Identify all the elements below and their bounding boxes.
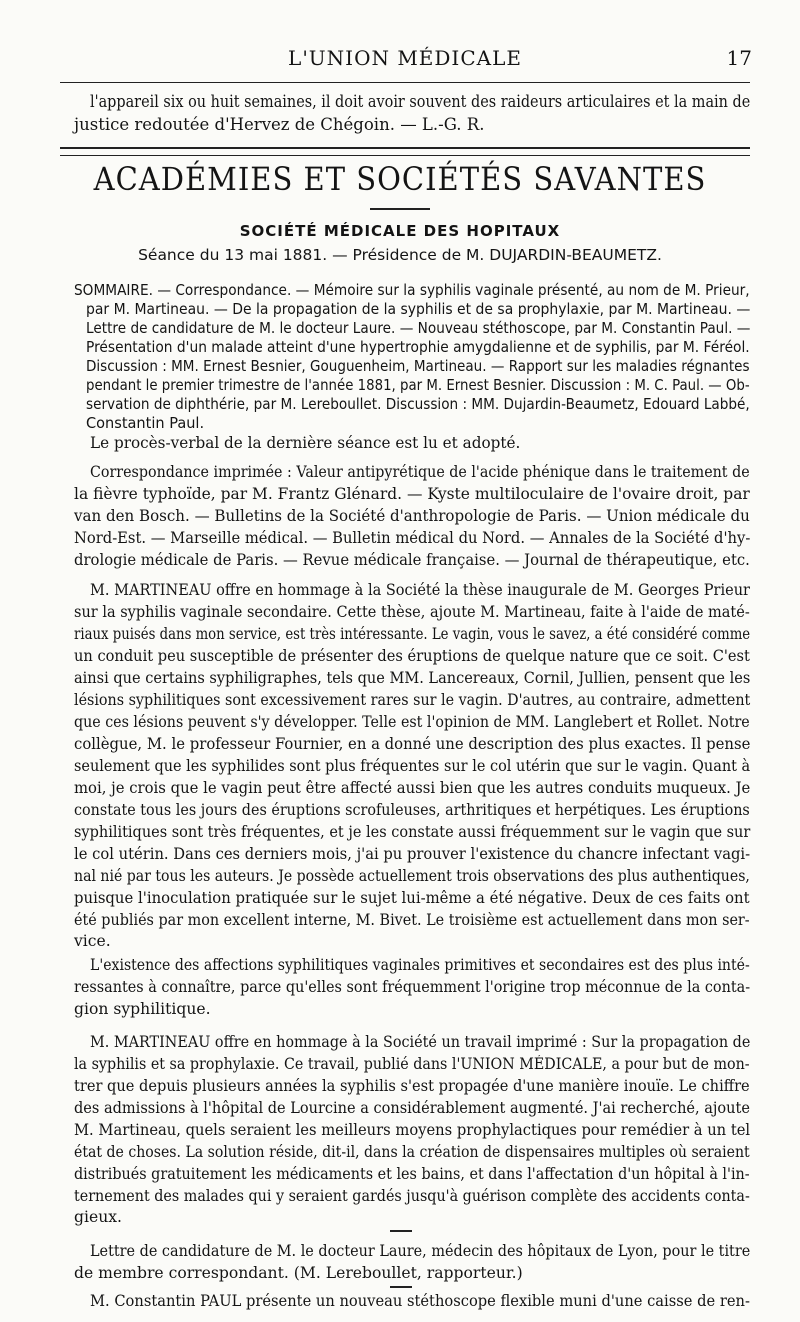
sommaire-line: pendant le premier trimestre de l'année 1881, par M. Ernest Besnier. Discussion : M. C. Paul. — Ob- [86, 377, 750, 394]
text-line: collègue, M. le professeur Fournier, en a donné une description des plus exactes. Il pense [74, 735, 751, 753]
sommaire-line: Discussion : MM. Ernest Besnier, Gouguenheim, Martineau. — Rapport sur les maladies régnantes [86, 358, 750, 375]
text-line: M. Constantin PAUL présente un nouveau stéthoscope flexible muni d'une caisse de ren- [90, 1292, 750, 1310]
text-line: le col utérin. Dans ces derniers mois, j'ai pu prouver l'existence du chancre infectant vagi- [74, 845, 751, 863]
text-line: ressantes à connaître, parce qu'elles sont fréquemment l'origine trop méconnue de la conta- [74, 978, 751, 996]
text-line: vice. [74, 932, 111, 950]
sommaire-line: servation de diphthérie, par M. Lereboullet. Discussion : MM. Dujardin-Beaumetz, Edouard Labbé, [86, 396, 750, 413]
text-line: trer que depuis plusieurs années la syphilis s'est propagée d'une manière inouïe. Le chiffre [74, 1077, 750, 1095]
text-line: justice redoutée d'Hervez de Chégoin. — L.-G. R. [74, 115, 485, 134]
text-line: un conduit peu susceptible de présenter des éruptions de quelque nature que ce soit. C'est [74, 647, 750, 665]
text-line: Correspondance imprimée : Valeur antipyrétique de l'acide phénique dans le traitement de [90, 463, 750, 481]
text-line: puisque l'inoculation pratiquée sur le sujet lui-même a été négative. Deux de ces faits ont [74, 889, 750, 907]
section-title: ACADÉMIES ET SOCIÉTÉS SAVANTES [93, 160, 707, 198]
text-line: seulement que les syphilides sont plus fréquentes sur le col utérin que sur le vagin. Quant à [74, 757, 751, 775]
text-line: syphilitiques sont très fréquentes, et je les constate aussi fréquemment sur le vagin que sur [74, 823, 751, 841]
text-line: des admissions à l'hôpital de Lourcine a considérablement augmenté. J'ai recherché, ajoute [74, 1099, 750, 1117]
text-line: M. MARTINEAU offre en hommage à la Société la thèse inaugurale de M. Georges Prieur [90, 581, 750, 599]
running-title: L'UNION MÉDICALE [288, 46, 522, 70]
text-line: M. Martineau, quels seraient les meilleurs moyens prophylactiques pour remédier à un tel [74, 1121, 751, 1139]
sommaire-line: Présentation d'un malade atteint d'une hypertrophie amygdalienne et de syphilis, par M. Féréol. [86, 339, 750, 356]
text-line: constate tous les jours des éruptions scrofuleuses, arthritiques et herpétiques. Les éruptions [74, 801, 750, 819]
text-line: gion syphilitique. [74, 1000, 211, 1018]
proces-verbal: Le procès-verbal de la dernière séance est lu et adopté. [90, 434, 521, 452]
sommaire-line: Constantin Paul. [86, 415, 205, 432]
text-line: la fièvre typhoïde, par M. Frantz Glénard. — Kyste multiloculaire de l'ovaire droit, par [74, 485, 750, 503]
short-rule [370, 208, 430, 210]
page-number: 17 [726, 46, 752, 70]
text-line: van den Bosch. — Bulletins de la Société d'anthropologie de Paris. — Union médicale du [74, 507, 750, 525]
text-line: que ces lésions peuvent s'y développer. Telle est l'opinion de MM. Langlebert et Rollet. Notre [74, 713, 750, 731]
text-line: Nord-Est. — Marseille médical. — Bulletin médical du Nord. — Annales de la Société d'hy- [74, 529, 751, 547]
text-line: drologie médicale de Paris. — Revue médicale française. — Journal de thérapeutique, etc. [74, 551, 750, 569]
text-line: sur la syphilis vaginale secondaire. Cette thèse, ajoute M. Martineau, faite à l'aide de maté- [74, 603, 750, 621]
running-header [58, 46, 752, 76]
text-line: L'existence des affections syphilitiques vaginales primitives et secondaires est des plus inté- [90, 956, 750, 974]
text-line: état de choses. La solution réside, dit-il, dans la création de dispensaires multiples où seraient [74, 1143, 750, 1161]
sommaire-line: par M. Martineau. — De la propagation de la syphilis et de sa prophylaxie, par M. Martineau. — [86, 301, 751, 318]
sommaire-line: Lettre de candidature de M. le docteur Laure. — Nouveau stéthoscope, par M. Constantin Paul. — [86, 320, 751, 337]
seance-line: Séance du 13 mai 1881. — Présidence de M. DUJARDIN-BEAUMETZ. [138, 246, 662, 264]
text-line: l'appareil six ou huit semaines, il doit avoir souvent des raideurs articulaires et la main de [90, 92, 751, 111]
section-divider [60, 147, 750, 156]
text-line: ternement des malades qui y seraient gardés jusqu'à guérison complète des accidents conta- [74, 1187, 750, 1205]
text-line: distribués gratuitement les médicaments et les bains, et dans l'affectation d'un hôpital à l'in- [74, 1165, 750, 1183]
text-line: M. MARTINEAU offre en hommage à la Société un travail imprimé : Sur la propagation de [90, 1033, 751, 1051]
text-line: lésions syphilitiques sont excessivement rares sur le vagin. D'autres, au contraire, admettent [74, 691, 751, 709]
text-line: de membre correspondant. (M. Lereboullet, rapporteur.) [74, 1264, 523, 1282]
text-line: nal nié par tous les auteurs. Je possède actuellement trois observations des plus authentiques, [74, 867, 750, 885]
text-line: la syphilis et sa prophylaxie. Ce travail, publié dans l'UNION MÉDICALE, a pour but de mon- [74, 1055, 750, 1073]
text-line: moi, je crois que le vagin peut être affecté aussi bien que les autres conduits muqueux. Je [74, 779, 751, 797]
text-line: été publiés par mon excellent interne, M. Bivet. Le troisième est actuellement dans mon ser- [74, 911, 750, 929]
text-line: Lettre de candidature de M. le docteur Laure, médecin des hôpitaux de Lyon, pour le titre [90, 1242, 751, 1260]
sommaire-line: SOMMAIRE. — Correspondance. — Mémoire sur la syphilis vaginale présenté, au nom de M. Prieur, [74, 282, 750, 299]
header-rule [60, 82, 750, 83]
society-title: SOCIÉTÉ MÉDICALE DES HOPITAUX [239, 222, 561, 240]
short-rule [390, 1230, 412, 1232]
short-rule [390, 1286, 412, 1288]
text-line: riaux puisés dans mon service, est très intéressante. Le vagin, vous le savez, a été considéré comme [74, 625, 751, 643]
text-line: gieux. [74, 1208, 122, 1226]
text-line: ainsi que certains syphiligraphes, tels que MM. Lancereaux, Cornil, Jullien, pensent que les [74, 669, 751, 687]
